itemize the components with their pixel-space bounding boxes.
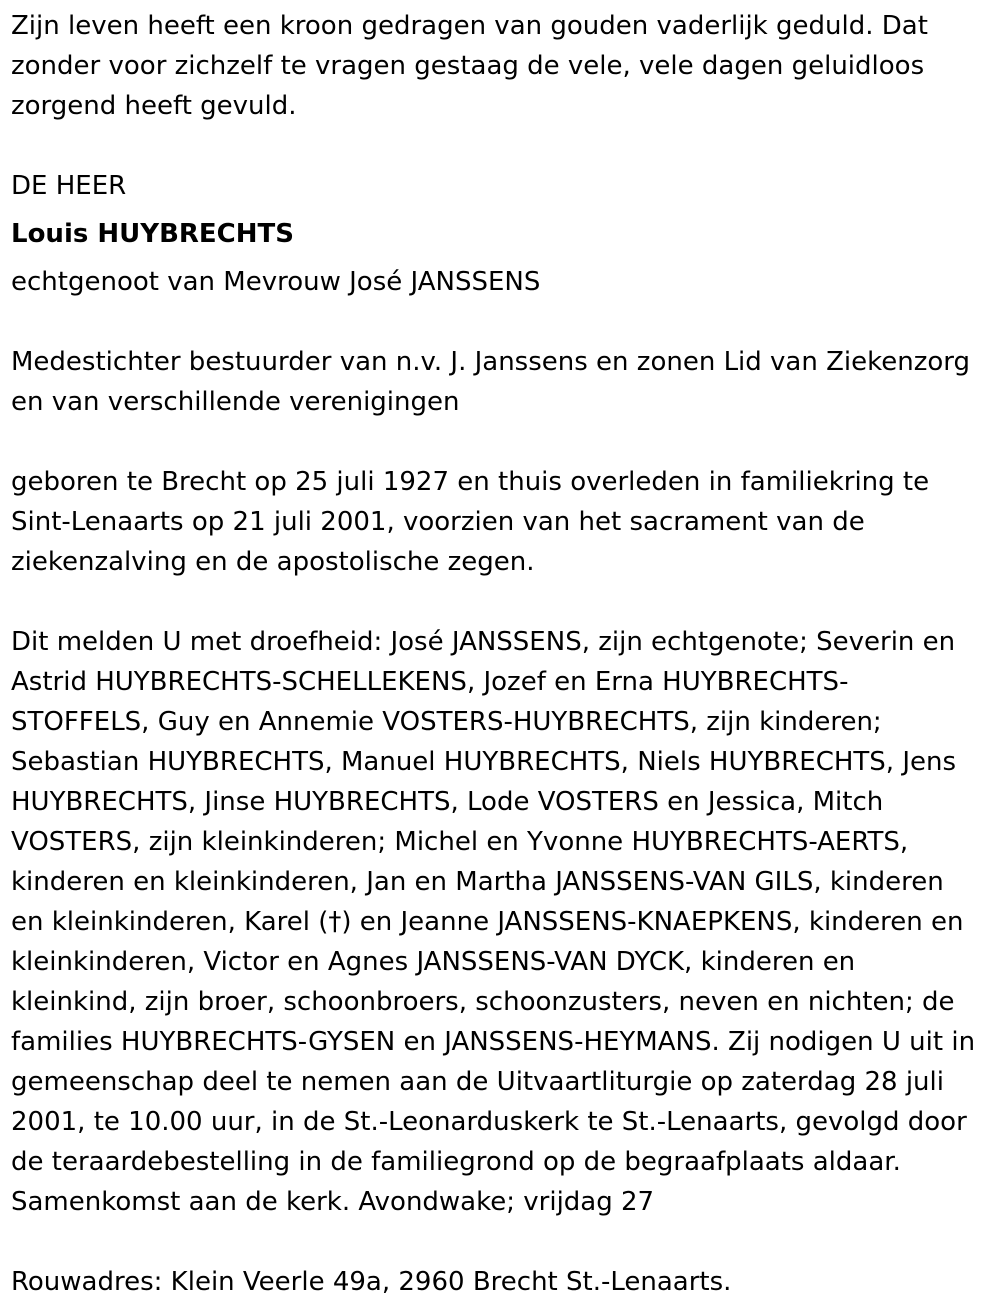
roles-paragraph [11, 342, 993, 422]
spouse-line-text: echtgenoot van Mevrouw José JANSSENS [11, 267, 541, 297]
announcement-line-1: Dit melden U met droefheid: José JANSSENS, zijn echtgenote; Severin en [11, 627, 956, 657]
deceased-name [11, 214, 993, 254]
address-text: Rouwadres: Klein Veerle 49a, 2960 Brecht St.-Lenaarts. [11, 1267, 732, 1297]
announcement-line-10: kleinkind, zijn broer, schoonbroers, schoonzusters, neven en nichten; de [11, 987, 955, 1017]
title-prefix [11, 166, 993, 206]
announcement-line-4: Sebastian HUYBRECHTS, Manuel HUYBRECHTS, Niels HUYBRECHTS, Jens [11, 747, 957, 777]
announcement-line-11: families HUYBRECHTS-GYSEN en JANSSENS-HEYMANS. Zij nodigen U uit in [11, 1027, 976, 1057]
roles-line-2: en van verschillende verenigingen [11, 387, 460, 417]
birth-death-paragraph [11, 462, 993, 582]
roles-line-1: Medestichter bestuurder van n.v. J. Janssens en zonen Lid van Ziekenzorg [11, 347, 971, 377]
poem-line-2: zonder voor zichzelf te vragen gestaag de vele, vele dagen geluidloos [11, 51, 925, 81]
title-prefix-text: DE HEER [11, 171, 127, 201]
announcement-line-6: VOSTERS, zijn kleinkinderen; Michel en Yvonne HUYBRECHTS-AERTS, [11, 827, 909, 857]
poem-line-1: Zijn leven heeft een kroon gedragen van gouden vaderlijk geduld. Dat [11, 11, 928, 41]
announcement-line-12: gemeenschap deel te nemen aan de Uitvaartliturgie op zaterdag 28 juli [11, 1067, 944, 1097]
spouse-line [11, 262, 993, 302]
deceased-name-text: Louis HUYBRECHTS [11, 219, 294, 249]
birth-death-line-3: ziekenzalving en de apostolische zegen. [11, 547, 535, 577]
announcement-line-3: STOFFELS, Guy en Annemie VOSTERS-HUYBRECHTS, zijn kinderen; [11, 707, 882, 737]
poem-paragraph [11, 6, 993, 126]
address-paragraph [11, 1262, 993, 1302]
announcement-line-7: kinderen en kleinkinderen, Jan en Martha JANSSENS-VAN GILS, kinderen [11, 867, 944, 897]
announcement-line-13: 2001, te 10.00 uur, in de St.-Leonarduskerk te St.-Lenaarts, gevolgd door [11, 1107, 967, 1137]
announcement-line-15: Samenkomst aan de kerk. Avondwake; vrijdag 27 [11, 1187, 655, 1217]
announcement-line-5: HUYBRECHTS, Jinse HUYBRECHTS, Lode VOSTERS en Jessica, Mitch [11, 787, 884, 817]
obituary-document [11, 6, 993, 1302]
announcement-line-9: kleinkinderen, Victor en Agnes JANSSENS-VAN DYCK, kinderen en [11, 947, 856, 977]
announcement-line-2: Astrid HUYBRECHTS-SCHELLEKENS, Jozef en Erna HUYBRECHTS- [11, 667, 849, 697]
poem-line-3: zorgend heeft gevuld. [11, 91, 297, 121]
birth-death-line-1: geboren te Brecht op 25 juli 1927 en thuis overleden in familiekring te [11, 467, 930, 497]
announcement-line-14: de teraardebestelling in de familiegrond op de begraafplaats aldaar. [11, 1147, 901, 1177]
announcement-line-8: en kleinkinderen, Karel (†) en Jeanne JANSSENS-KNAEPKENS, kinderen en [11, 907, 964, 937]
birth-death-line-2: Sint-Lenaarts op 21 juli 2001, voorzien van het sacrament van de [11, 507, 865, 537]
announcement-paragraph [11, 622, 993, 1222]
